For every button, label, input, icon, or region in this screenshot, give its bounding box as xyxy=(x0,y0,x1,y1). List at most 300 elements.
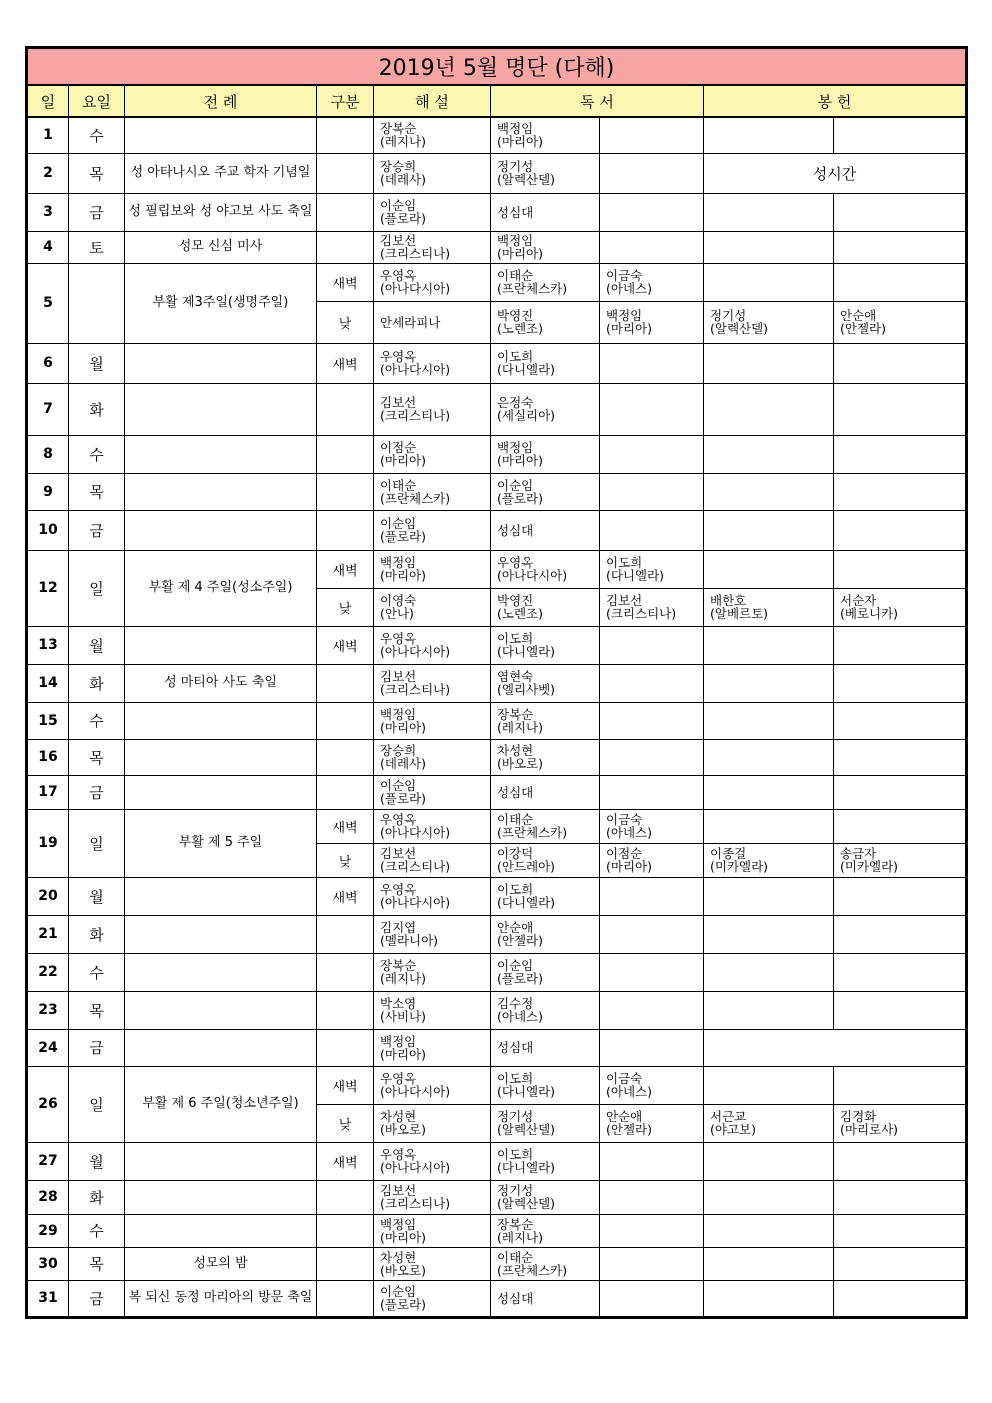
roster-row xyxy=(27,915,967,953)
commentator-cell: 김보선 (크리스티나) xyxy=(374,383,491,435)
commentator-cell: 이순임 (플로라) xyxy=(374,193,491,231)
commentator-cell: 장복순 (레지나) xyxy=(374,117,491,153)
day-cell: 21 xyxy=(27,915,69,953)
type-cell: 새벽 xyxy=(317,1142,374,1180)
liturgy-cell: 성 마티아 사도 축일 xyxy=(125,664,317,702)
weekday-cell: 목 xyxy=(69,473,125,510)
offering-2-cell: 안순애 (안젤라) xyxy=(834,301,967,343)
offering-1-cell xyxy=(704,626,834,664)
liturgy-cell xyxy=(125,435,317,473)
day-cell: 12 xyxy=(27,550,69,626)
reader-2-cell: 이도희 (다니엘라) xyxy=(600,550,704,588)
header-reading: 독 서 xyxy=(491,85,704,117)
type-cell: 새벽 xyxy=(317,877,374,915)
liturgy-cell xyxy=(125,953,317,991)
reader-1-cell: 이태순 (프란체스카) xyxy=(491,1247,600,1280)
commentator-cell: 백정임 (마리아) xyxy=(374,1214,491,1247)
type-cell xyxy=(317,510,374,550)
reader-2-cell: 안순애 (안젤라) xyxy=(600,1104,704,1142)
offering-1-cell: 정기성 (알렉산델) xyxy=(704,301,834,343)
offering-1-cell xyxy=(704,510,834,550)
commentator-cell: 우영옥 (아나다시아) xyxy=(374,877,491,915)
reader-2-cell xyxy=(600,775,704,809)
reader-2-cell xyxy=(600,435,704,473)
type-cell xyxy=(317,231,374,263)
commentator-cell: 백정임 (마리아) xyxy=(374,702,491,739)
offering-1-cell xyxy=(704,383,834,435)
offering-wide-cell: 성시간 xyxy=(704,153,967,193)
commentator-cell: 이영숙 (안나) xyxy=(374,588,491,626)
roster-row xyxy=(27,263,967,301)
reader-1-cell: 이도희 (다니엘라) xyxy=(491,343,600,383)
reader-1-cell: 성심대 xyxy=(491,1029,600,1066)
liturgy-cell: 성 아타나시오 주교 학자 기념일 xyxy=(125,153,317,193)
liturgy-cell xyxy=(125,1029,317,1066)
reader-1-cell: 김수정 (아네스) xyxy=(491,991,600,1029)
offering-1-cell xyxy=(704,550,834,588)
commentator-cell: 장복순 (레지나) xyxy=(374,953,491,991)
weekday-cell: 금 xyxy=(69,1280,125,1317)
reader-2-cell xyxy=(600,343,704,383)
offering-2-cell xyxy=(834,435,967,473)
liturgy-cell: 성모 신심 미사 xyxy=(125,231,317,263)
commentator-cell: 우영옥 (아나다시아) xyxy=(374,1066,491,1104)
roster-title: 2019년 5월 명단 (다해) xyxy=(27,48,967,86)
offering-2-cell xyxy=(834,877,967,915)
liturgy-cell xyxy=(125,739,317,775)
reader-1-cell: 정기성 (알렉산델) xyxy=(491,153,600,193)
reader-2-cell xyxy=(600,1142,704,1180)
roster-row xyxy=(27,1247,967,1280)
reader-1-cell: 안순애 (안젤라) xyxy=(491,915,600,953)
weekday-cell: 목 xyxy=(69,991,125,1029)
day-cell: 4 xyxy=(27,231,69,263)
reader-2-cell xyxy=(600,153,704,193)
reader-2-cell xyxy=(600,915,704,953)
day-cell: 3 xyxy=(27,193,69,231)
reader-1-cell: 장복순 (레지나) xyxy=(491,702,600,739)
roster-row xyxy=(27,153,967,193)
header-commentary: 해 설 xyxy=(374,85,491,117)
reader-2-cell xyxy=(600,383,704,435)
offering-2-cell xyxy=(834,953,967,991)
reader-2-cell: 이점순 (마리아) xyxy=(600,843,704,877)
reader-1-cell: 이도희 (다니엘라) xyxy=(491,626,600,664)
day-cell: 20 xyxy=(27,877,69,915)
type-cell: 새벽 xyxy=(317,343,374,383)
type-cell: 새벽 xyxy=(317,550,374,588)
weekday-cell: 금 xyxy=(69,510,125,550)
roster-row xyxy=(27,702,967,739)
offering-1-cell xyxy=(704,231,834,263)
day-cell: 13 xyxy=(27,626,69,664)
commentator-cell: 우영옥 (아나다시아) xyxy=(374,263,491,301)
day-cell: 8 xyxy=(27,435,69,473)
liturgy-cell: 부활 제3주일(생명주일) xyxy=(125,263,317,343)
offering-2-cell xyxy=(834,664,967,702)
weekday-cell: 수 xyxy=(69,953,125,991)
day-cell: 15 xyxy=(27,702,69,739)
offering-2-cell xyxy=(834,263,967,301)
commentator-cell: 김지엽 (멜라니아) xyxy=(374,915,491,953)
type-cell xyxy=(317,1180,374,1214)
offering-2-cell xyxy=(834,1280,967,1317)
header-day: 일 xyxy=(27,85,69,117)
type-cell xyxy=(317,702,374,739)
type-cell: 새벽 xyxy=(317,1066,374,1104)
roster-row xyxy=(27,231,967,263)
liturgy-cell xyxy=(125,383,317,435)
offering-2-cell xyxy=(834,1247,967,1280)
offering-2-cell xyxy=(834,231,967,263)
weekday-cell: 수 xyxy=(69,702,125,739)
weekday-cell: 월 xyxy=(69,343,125,383)
liturgy-cell: 부활 제 5 주일 xyxy=(125,809,317,877)
reader-1-cell: 성심대 xyxy=(491,1280,600,1317)
roster-row xyxy=(27,510,967,550)
reader-1-cell: 성심대 xyxy=(491,193,600,231)
offering-2-cell xyxy=(834,193,967,231)
reader-2-cell xyxy=(600,1214,704,1247)
commentator-cell: 장승희 (데레사) xyxy=(374,739,491,775)
commentator-cell: 차성현 (바오로) xyxy=(374,1104,491,1142)
reader-2-cell xyxy=(600,664,704,702)
offering-2-cell: 김경화 (마리로사) xyxy=(834,1104,967,1142)
liturgy-cell xyxy=(125,1142,317,1180)
offering-2-cell xyxy=(834,702,967,739)
weekday-cell: 수 xyxy=(69,435,125,473)
day-cell: 28 xyxy=(27,1180,69,1214)
reader-1-cell: 은정숙 (세실리아) xyxy=(491,383,600,435)
offering-2-cell xyxy=(834,991,967,1029)
liturgy-cell xyxy=(125,877,317,915)
offering-2-cell xyxy=(834,1142,967,1180)
roster-row xyxy=(27,117,967,153)
commentator-cell: 우영옥 (아나다시아) xyxy=(374,1142,491,1180)
offering-1-cell xyxy=(704,702,834,739)
weekday-cell: 금 xyxy=(69,193,125,231)
reader-2-cell: 이금숙 (아네스) xyxy=(600,809,704,843)
type-cell xyxy=(317,953,374,991)
reader-1-cell: 정기성 (알렉산델) xyxy=(491,1180,600,1214)
offering-1-cell xyxy=(704,117,834,153)
liturgy-cell xyxy=(125,702,317,739)
liturgy-cell: 복 되신 동정 마리아의 방문 축일 xyxy=(125,1280,317,1317)
liturgy-cell xyxy=(125,473,317,510)
commentator-cell: 차성현 (바오로) xyxy=(374,1247,491,1280)
weekday-cell: 화 xyxy=(69,915,125,953)
offering-1-cell xyxy=(704,953,834,991)
offering-2-cell xyxy=(834,915,967,953)
weekday-cell: 일 xyxy=(69,1066,125,1142)
weekday-cell: 수 xyxy=(69,117,125,153)
reader-1-cell: 백정임 (마리아) xyxy=(491,117,600,153)
offering-2-cell xyxy=(834,626,967,664)
day-cell: 7 xyxy=(27,383,69,435)
reader-1-cell: 백정임 (마리아) xyxy=(491,231,600,263)
weekday-cell: 금 xyxy=(69,1029,125,1066)
reader-1-cell: 이도희 (다니엘라) xyxy=(491,1066,600,1104)
day-cell: 22 xyxy=(27,953,69,991)
reader-2-cell xyxy=(600,991,704,1029)
reader-2-cell xyxy=(600,1180,704,1214)
type-cell xyxy=(317,991,374,1029)
type-cell: 낮 xyxy=(317,588,374,626)
type-cell xyxy=(317,193,374,231)
day-cell: 26 xyxy=(27,1066,69,1142)
day-cell: 31 xyxy=(27,1280,69,1317)
offering-1-cell xyxy=(704,473,834,510)
offering-1-cell xyxy=(704,991,834,1029)
commentator-cell: 백정임 (마리아) xyxy=(374,550,491,588)
liturgy-cell xyxy=(125,343,317,383)
commentator-cell: 우영옥 (아나다시아) xyxy=(374,343,491,383)
liturgy-cell xyxy=(125,626,317,664)
commentator-cell: 김보선 (크리스티나) xyxy=(374,843,491,877)
type-cell xyxy=(317,153,374,193)
day-cell: 2 xyxy=(27,153,69,193)
offering-1-cell: 배한호 (알베르토) xyxy=(704,588,834,626)
type-cell: 낮 xyxy=(317,843,374,877)
reader-1-cell: 염현숙 (엘리사벳) xyxy=(491,664,600,702)
reader-1-cell: 이태순 (프란체스카) xyxy=(491,263,600,301)
reader-2-cell: 김보선 (크리스티나) xyxy=(600,588,704,626)
commentator-cell: 김보선 (크리스티나) xyxy=(374,231,491,263)
reader-2-cell xyxy=(600,702,704,739)
weekday-cell: 금 xyxy=(69,775,125,809)
offering-1-cell xyxy=(704,1280,834,1317)
roster-row xyxy=(27,435,967,473)
roster-row xyxy=(27,1180,967,1214)
offering-1-cell xyxy=(704,1180,834,1214)
day-cell: 27 xyxy=(27,1142,69,1180)
offering-2-cell xyxy=(834,473,967,510)
reader-2-cell xyxy=(600,231,704,263)
reader-2-cell: 이금숙 (아네스) xyxy=(600,1066,704,1104)
offering-2-cell xyxy=(834,775,967,809)
commentator-cell: 우영옥 (아나다시아) xyxy=(374,809,491,843)
type-cell xyxy=(317,1214,374,1247)
offering-2-cell xyxy=(834,809,967,843)
commentator-cell: 안세라피나 xyxy=(374,301,491,343)
commentator-cell: 장승희 (데레사) xyxy=(374,153,491,193)
liturgy-cell xyxy=(125,510,317,550)
reader-1-cell: 이도희 (다니엘라) xyxy=(491,1142,600,1180)
roster-row xyxy=(27,626,967,664)
commentator-cell: 이순임 (플로라) xyxy=(374,510,491,550)
commentator-cell: 박소영 (사비나) xyxy=(374,991,491,1029)
weekday-cell: 월 xyxy=(69,1142,125,1180)
day-cell: 30 xyxy=(27,1247,69,1280)
liturgy-cell xyxy=(125,1180,317,1214)
liturgy-cell xyxy=(125,915,317,953)
commentator-cell: 이태순 (프란체스카) xyxy=(374,473,491,510)
day-cell: 6 xyxy=(27,343,69,383)
roster-row xyxy=(27,991,967,1029)
liturgy-cell xyxy=(125,1214,317,1247)
offering-2-cell xyxy=(834,1180,967,1214)
day-cell: 1 xyxy=(27,117,69,153)
day-cell: 16 xyxy=(27,739,69,775)
roster-row xyxy=(27,877,967,915)
weekday-cell: 화 xyxy=(69,383,125,435)
roster-row xyxy=(27,343,967,383)
offering-2-cell xyxy=(834,1214,967,1247)
reader-1-cell: 성심대 xyxy=(491,510,600,550)
type-cell xyxy=(317,435,374,473)
type-cell xyxy=(317,1247,374,1280)
day-cell: 19 xyxy=(27,809,69,877)
type-cell xyxy=(317,775,374,809)
weekday-cell: 일 xyxy=(69,809,125,877)
type-cell xyxy=(317,1029,374,1066)
day-cell: 14 xyxy=(27,664,69,702)
roster-row xyxy=(27,1280,967,1317)
type-cell xyxy=(317,383,374,435)
type-cell xyxy=(317,1280,374,1317)
day-cell: 17 xyxy=(27,775,69,809)
reader-1-cell: 이순임 (플로라) xyxy=(491,473,600,510)
commentator-cell: 이순임 (플로라) xyxy=(374,775,491,809)
reader-1-cell: 차성현 (바오로) xyxy=(491,739,600,775)
offering-2-cell xyxy=(834,343,967,383)
offering-wide-cell xyxy=(704,1029,967,1066)
weekday-cell: 목 xyxy=(69,1247,125,1280)
roster-row xyxy=(27,1066,967,1104)
liturgy-cell: 부활 제 4 주일(성소주일) xyxy=(125,550,317,626)
reader-2-cell xyxy=(600,1029,704,1066)
header-type: 구분 xyxy=(317,85,374,117)
offering-1-cell xyxy=(704,193,834,231)
header-offering: 봉 헌 xyxy=(704,85,967,117)
offering-2-cell xyxy=(834,1066,967,1104)
roster-row xyxy=(27,383,967,435)
roster-row xyxy=(27,953,967,991)
reader-2-cell xyxy=(600,953,704,991)
liturgy-cell xyxy=(125,991,317,1029)
reader-2-cell xyxy=(600,877,704,915)
type-cell: 낮 xyxy=(317,301,374,343)
commentator-cell: 이점순 (마리아) xyxy=(374,435,491,473)
offering-1-cell xyxy=(704,1142,834,1180)
roster-row xyxy=(27,1214,967,1247)
type-cell xyxy=(317,473,374,510)
reader-2-cell xyxy=(600,739,704,775)
day-cell: 9 xyxy=(27,473,69,510)
type-cell xyxy=(317,739,374,775)
roster-row xyxy=(27,473,967,510)
type-cell xyxy=(317,664,374,702)
day-cell: 24 xyxy=(27,1029,69,1066)
roster-row xyxy=(27,809,967,843)
offering-2-cell xyxy=(834,510,967,550)
offering-2-cell: 송금자 (미카엘라) xyxy=(834,843,967,877)
weekday-cell: 화 xyxy=(69,1180,125,1214)
offering-2-cell xyxy=(834,739,967,775)
day-cell: 23 xyxy=(27,991,69,1029)
reader-1-cell: 이순임 (플로라) xyxy=(491,953,600,991)
liturgy-cell: 부활 제 6 주일(청소년주일) xyxy=(125,1066,317,1142)
offering-1-cell xyxy=(704,664,834,702)
weekday-cell: 목 xyxy=(69,739,125,775)
offering-1-cell xyxy=(704,775,834,809)
offering-1-cell xyxy=(704,263,834,301)
weekday-cell: 화 xyxy=(69,664,125,702)
commentator-cell: 김보선 (크리스티나) xyxy=(374,664,491,702)
weekday-cell: 수 xyxy=(69,1214,125,1247)
reader-1-cell: 박영진 (노렌조) xyxy=(491,588,600,626)
liturgy-cell xyxy=(125,117,317,153)
reader-1-cell: 우영옥 (아나다시아) xyxy=(491,550,600,588)
weekday-cell: 월 xyxy=(69,626,125,664)
liturgy-cell: 성 필립보와 성 야고보 사도 축일 xyxy=(125,193,317,231)
offering-1-cell: 서근교 (야고보) xyxy=(704,1104,834,1142)
commentator-cell: 우영옥 (아나다시아) xyxy=(374,626,491,664)
offering-2-cell: 서순자 (베로니카) xyxy=(834,588,967,626)
offering-1-cell xyxy=(704,1247,834,1280)
offering-1-cell xyxy=(704,915,834,953)
commentator-cell: 이순임 (플로라) xyxy=(374,1280,491,1317)
day-cell: 10 xyxy=(27,510,69,550)
day-cell: 29 xyxy=(27,1214,69,1247)
header-row xyxy=(27,85,967,117)
roster-row xyxy=(27,550,967,588)
type-cell: 새벽 xyxy=(317,263,374,301)
reader-2-cell: 백정임 (마리아) xyxy=(600,301,704,343)
reader-2-cell xyxy=(600,1280,704,1317)
reader-1-cell: 박영진 (노렌조) xyxy=(491,301,600,343)
offering-1-cell xyxy=(704,877,834,915)
reader-1-cell: 정기성 (알렉산델) xyxy=(491,1104,600,1142)
reader-1-cell: 백정임 (마리아) xyxy=(491,435,600,473)
offering-1-cell xyxy=(704,1066,834,1104)
reader-1-cell: 이강덕 (안드레아) xyxy=(491,843,600,877)
roster-table xyxy=(25,46,968,1319)
offering-1-cell xyxy=(704,809,834,843)
type-cell xyxy=(317,915,374,953)
roster-row xyxy=(27,664,967,702)
liturgy-cell: 성모의 밤 xyxy=(125,1247,317,1280)
reader-2-cell: 이금숙 (아네스) xyxy=(600,263,704,301)
weekday-cell: 일 xyxy=(69,550,125,626)
type-cell xyxy=(317,117,374,153)
type-cell: 낮 xyxy=(317,1104,374,1142)
offering-1-cell xyxy=(704,1214,834,1247)
header-liturgy: 전 례 xyxy=(125,85,317,117)
roster-row xyxy=(27,1029,967,1066)
roster-row xyxy=(27,775,967,809)
commentator-cell: 김보선 (크리스티나) xyxy=(374,1180,491,1214)
offering-1-cell xyxy=(704,739,834,775)
weekday-cell: 목 xyxy=(69,153,125,193)
header-weekday: 요일 xyxy=(69,85,125,117)
reader-1-cell: 이도희 (다니엘라) xyxy=(491,877,600,915)
reader-2-cell xyxy=(600,626,704,664)
reader-2-cell xyxy=(600,510,704,550)
day-cell: 5 xyxy=(27,263,69,343)
roster-row xyxy=(27,1142,967,1180)
offering-1-cell xyxy=(704,343,834,383)
roster-sheet xyxy=(25,46,965,1326)
commentator-cell: 백정임 (마리아) xyxy=(374,1029,491,1066)
reader-1-cell: 이태순 (프란체스카) xyxy=(491,809,600,843)
reader-2-cell xyxy=(600,193,704,231)
offering-2-cell xyxy=(834,117,967,153)
offering-1-cell: 이종걸 (미카엘라) xyxy=(704,843,834,877)
type-cell: 새벽 xyxy=(317,626,374,664)
liturgy-cell xyxy=(125,775,317,809)
reader-1-cell: 장복순 (레지나) xyxy=(491,1214,600,1247)
